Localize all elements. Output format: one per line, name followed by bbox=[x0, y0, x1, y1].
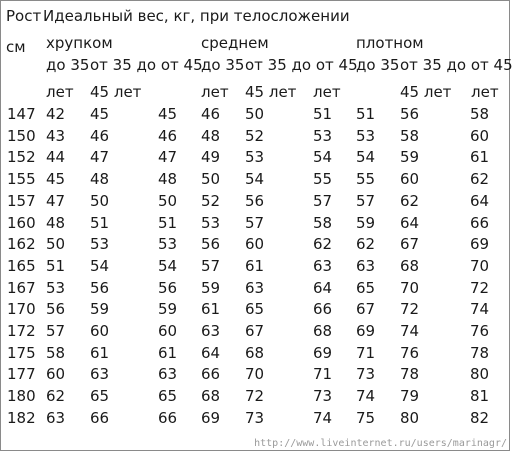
weight-cell: 73 bbox=[356, 365, 376, 383]
weight-cell: 53 bbox=[313, 127, 333, 145]
weight-cell: 63 bbox=[90, 365, 110, 383]
weight-cell: 60 bbox=[245, 235, 265, 253]
weight-cell: 57 bbox=[201, 257, 221, 275]
table-title: Идеальный вес, кг, при телосложении bbox=[43, 7, 350, 25]
build-label: среднем bbox=[201, 34, 269, 52]
height-cell: 152 bbox=[7, 148, 36, 166]
age-group-suffix: 45 лет bbox=[90, 83, 142, 101]
weight-cell: 74 bbox=[400, 322, 420, 340]
weight-cell: 63 bbox=[356, 257, 376, 275]
weight-cell: 79 bbox=[400, 387, 420, 405]
weight-cell: 59 bbox=[400, 148, 420, 166]
weight-cell: 65 bbox=[356, 279, 376, 297]
build-label: плотном bbox=[356, 34, 424, 52]
weight-cell: 73 bbox=[313, 387, 333, 405]
weight-cell: 80 bbox=[400, 409, 420, 427]
weight-cell: 68 bbox=[245, 344, 265, 362]
weight-cell: 62 bbox=[313, 235, 333, 253]
age-group-suffix: 45 лет bbox=[400, 83, 452, 101]
height-cell: 170 bbox=[7, 300, 36, 318]
weight-cell: 51 bbox=[46, 257, 66, 275]
height-cell: 157 bbox=[7, 192, 36, 210]
weight-cell: 45 bbox=[46, 170, 66, 188]
weight-cell: 47 bbox=[158, 148, 178, 166]
age-group-suffix: 45 лет bbox=[245, 83, 297, 101]
age-group-suffix: лет bbox=[313, 83, 341, 101]
watermark: http://www.liveinternet.ru/users/marinagr/ bbox=[254, 438, 507, 449]
weight-cell: 55 bbox=[356, 170, 376, 188]
weight-cell: 52 bbox=[201, 192, 221, 210]
weight-cell: 71 bbox=[313, 365, 333, 383]
age-group-label: от 35 до от 45 bbox=[90, 56, 203, 74]
weight-cell: 67 bbox=[245, 322, 265, 340]
weight-cell: 48 bbox=[90, 170, 110, 188]
age-group-label: от 35 до от 45 bbox=[245, 56, 358, 74]
height-cell: 160 bbox=[7, 214, 36, 232]
weight-cell: 44 bbox=[46, 148, 66, 166]
weight-cell: 60 bbox=[46, 365, 66, 383]
age-group-suffix: лет bbox=[471, 83, 499, 101]
weight-cell: 72 bbox=[400, 300, 420, 318]
weight-cell: 75 bbox=[356, 409, 376, 427]
weight-cell: 59 bbox=[158, 300, 178, 318]
weight-cell: 53 bbox=[158, 235, 178, 253]
weight-cell: 70 bbox=[470, 257, 490, 275]
weight-cell: 58 bbox=[46, 344, 66, 362]
weight-cell: 49 bbox=[201, 148, 221, 166]
weight-cell: 57 bbox=[245, 214, 265, 232]
weight-cell: 48 bbox=[201, 127, 221, 145]
age-group-label: от 35 до от 45 bbox=[400, 56, 513, 74]
height-cell: 147 bbox=[7, 105, 36, 123]
weight-cell: 60 bbox=[470, 127, 490, 145]
weight-cell: 47 bbox=[90, 148, 110, 166]
weight-cell: 55 bbox=[313, 170, 333, 188]
weight-cell: 59 bbox=[90, 300, 110, 318]
weight-cell: 63 bbox=[245, 279, 265, 297]
weight-cell: 56 bbox=[245, 192, 265, 210]
weight-cell: 81 bbox=[470, 387, 490, 405]
build-label: хрупком bbox=[46, 34, 113, 52]
weight-cell: 68 bbox=[201, 387, 221, 405]
weight-cell: 62 bbox=[470, 170, 490, 188]
age-group-label: до 35 bbox=[356, 56, 400, 74]
weight-cell: 67 bbox=[356, 300, 376, 318]
height-cell: 167 bbox=[7, 279, 36, 297]
weight-cell: 60 bbox=[158, 322, 178, 340]
weight-cell: 57 bbox=[356, 192, 376, 210]
age-group-label: до 35 bbox=[201, 56, 245, 74]
weight-cell: 65 bbox=[245, 300, 265, 318]
weight-cell: 58 bbox=[400, 127, 420, 145]
weight-cell: 76 bbox=[470, 322, 490, 340]
weight-cell: 62 bbox=[400, 192, 420, 210]
weight-cell: 66 bbox=[201, 365, 221, 383]
weight-cell: 64 bbox=[313, 279, 333, 297]
height-cell: 182 bbox=[7, 409, 36, 427]
weight-cell: 51 bbox=[356, 105, 376, 123]
weight-cell: 78 bbox=[400, 365, 420, 383]
height-label: Рост bbox=[6, 7, 42, 25]
weight-cell: 60 bbox=[400, 170, 420, 188]
height-unit: см bbox=[6, 38, 26, 56]
weight-cell: 78 bbox=[470, 344, 490, 362]
weight-cell: 52 bbox=[245, 127, 265, 145]
weight-cell: 61 bbox=[201, 300, 221, 318]
height-cell: 150 bbox=[7, 127, 36, 145]
weight-cell: 69 bbox=[201, 409, 221, 427]
weight-cell: 72 bbox=[470, 279, 490, 297]
height-cell: 162 bbox=[7, 235, 36, 253]
weight-cell: 53 bbox=[245, 148, 265, 166]
weight-cell: 43 bbox=[46, 127, 66, 145]
weight-cell: 69 bbox=[313, 344, 333, 362]
age-group-label: до 35 bbox=[46, 56, 90, 74]
weight-cell: 51 bbox=[313, 105, 333, 123]
weight-cell: 69 bbox=[356, 322, 376, 340]
weight-cell: 45 bbox=[158, 105, 178, 123]
weight-cell: 82 bbox=[470, 409, 490, 427]
weight-cell: 66 bbox=[158, 409, 178, 427]
weight-cell: 50 bbox=[245, 105, 265, 123]
weight-cell: 70 bbox=[245, 365, 265, 383]
weight-cell: 58 bbox=[313, 214, 333, 232]
weight-cell: 62 bbox=[356, 235, 376, 253]
weight-cell: 54 bbox=[245, 170, 265, 188]
weight-cell: 67 bbox=[400, 235, 420, 253]
weight-cell: 54 bbox=[313, 148, 333, 166]
weight-cell: 62 bbox=[46, 387, 66, 405]
weight-cell: 61 bbox=[470, 148, 490, 166]
weight-cell: 66 bbox=[90, 409, 110, 427]
weight-cell: 64 bbox=[470, 192, 490, 210]
weight-cell: 63 bbox=[158, 365, 178, 383]
weight-cell: 74 bbox=[313, 409, 333, 427]
height-cell: 180 bbox=[7, 387, 36, 405]
weight-cell: 57 bbox=[313, 192, 333, 210]
weight-cell: 66 bbox=[470, 214, 490, 232]
weight-cell: 71 bbox=[356, 344, 376, 362]
weight-cell: 50 bbox=[46, 235, 66, 253]
weight-cell: 74 bbox=[470, 300, 490, 318]
weight-cell: 58 bbox=[470, 105, 490, 123]
weight-cell: 48 bbox=[46, 214, 66, 232]
weight-cell: 70 bbox=[400, 279, 420, 297]
weight-cell: 56 bbox=[90, 279, 110, 297]
weight-cell: 56 bbox=[46, 300, 66, 318]
weight-cell: 54 bbox=[356, 148, 376, 166]
weight-cell: 59 bbox=[201, 279, 221, 297]
weight-cell: 63 bbox=[46, 409, 66, 427]
weight-cell: 54 bbox=[158, 257, 178, 275]
weight-cell: 47 bbox=[46, 192, 66, 210]
weight-cell: 42 bbox=[46, 105, 66, 123]
weight-cell: 61 bbox=[90, 344, 110, 362]
weight-cell: 66 bbox=[313, 300, 333, 318]
weight-cell: 63 bbox=[313, 257, 333, 275]
weight-cell: 53 bbox=[90, 235, 110, 253]
weight-cell: 53 bbox=[201, 214, 221, 232]
weight-cell: 57 bbox=[46, 322, 66, 340]
weight-cell: 60 bbox=[90, 322, 110, 340]
height-cell: 172 bbox=[7, 322, 36, 340]
weight-cell: 65 bbox=[158, 387, 178, 405]
weight-cell: 64 bbox=[201, 344, 221, 362]
weight-cell: 50 bbox=[90, 192, 110, 210]
weight-cell: 61 bbox=[158, 344, 178, 362]
weight-cell: 51 bbox=[158, 214, 178, 232]
height-cell: 155 bbox=[7, 170, 36, 188]
weight-cell: 68 bbox=[313, 322, 333, 340]
weight-cell: 53 bbox=[356, 127, 376, 145]
weight-cell: 46 bbox=[158, 127, 178, 145]
height-cell: 177 bbox=[7, 365, 36, 383]
weight-cell: 65 bbox=[90, 387, 110, 405]
weight-cell: 73 bbox=[245, 409, 265, 427]
weight-cell: 59 bbox=[356, 214, 376, 232]
weight-cell: 51 bbox=[90, 214, 110, 232]
weight-cell: 74 bbox=[356, 387, 376, 405]
weight-cell: 48 bbox=[158, 170, 178, 188]
weight-cell: 56 bbox=[400, 105, 420, 123]
height-cell: 175 bbox=[7, 344, 36, 362]
weight-cell: 80 bbox=[470, 365, 490, 383]
weight-cell: 72 bbox=[245, 387, 265, 405]
weight-cell: 45 bbox=[90, 105, 110, 123]
weight-cell: 53 bbox=[46, 279, 66, 297]
weight-cell: 76 bbox=[400, 344, 420, 362]
weight-cell: 50 bbox=[201, 170, 221, 188]
age-group-suffix: лет bbox=[46, 83, 74, 101]
weight-cell: 56 bbox=[158, 279, 178, 297]
weight-cell: 50 bbox=[158, 192, 178, 210]
weight-cell: 56 bbox=[201, 235, 221, 253]
height-cell: 165 bbox=[7, 257, 36, 275]
age-group-suffix: лет bbox=[201, 83, 229, 101]
weight-cell: 69 bbox=[470, 235, 490, 253]
weight-cell: 54 bbox=[90, 257, 110, 275]
weight-cell: 64 bbox=[400, 214, 420, 232]
weight-cell: 46 bbox=[90, 127, 110, 145]
weight-cell: 46 bbox=[201, 105, 221, 123]
weight-cell: 68 bbox=[400, 257, 420, 275]
weight-cell: 61 bbox=[245, 257, 265, 275]
weight-cell: 63 bbox=[201, 322, 221, 340]
